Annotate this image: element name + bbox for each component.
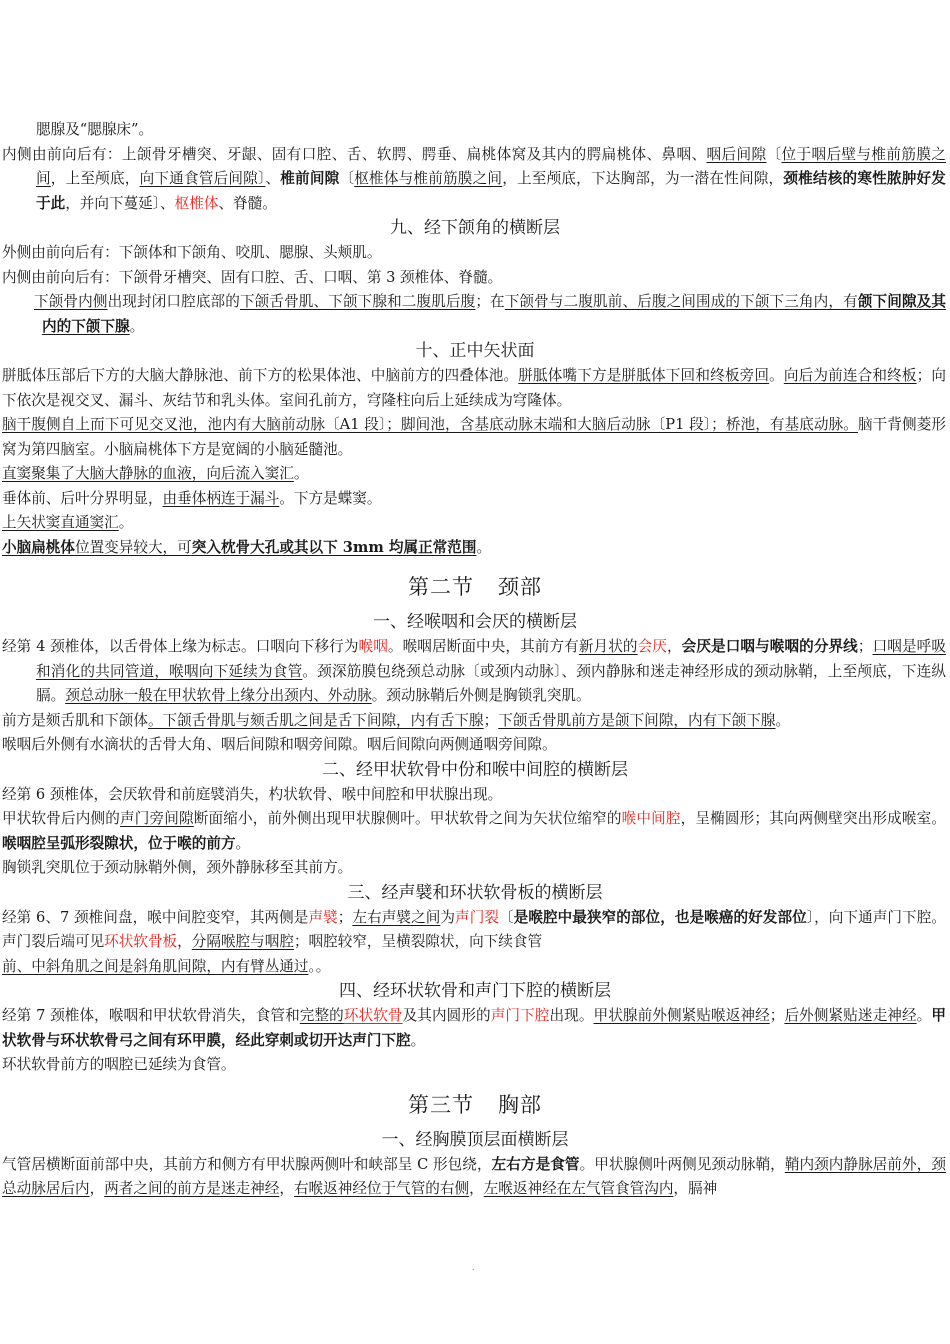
paragraph: 环状软骨前方的咽腔已延续为食管。 <box>2 1056 236 1073</box>
paragraph: 腮腺及“腮腺床”。 <box>36 121 154 138</box>
paragraph: 外侧由前向后有：下颌体和下颌角、咬肌、腮腺、头颊肌。 <box>2 244 382 261</box>
section-heading: 一、经喉咽和会厌的横断层 <box>373 612 577 632</box>
section-heading: 十、正中矢状面 <box>415 341 535 361</box>
paragraph: 小脑扁桃体位置变异较大，可突入枕骨大孔或其以下 3mm 均属正常范围。 <box>2 538 492 556</box>
paragraph: 甲状软骨后内侧的声门旁间隙断面缩小，前外侧出现甲状腺侧叶。甲状软骨之间为矢状位缩窄的喉中间腔，呈椭圆形；其向两侧壁突出形成喉室。喉咽腔呈弧形裂隙状，位于喉的前方。 <box>2 810 946 852</box>
section-heading: 四、经环状软骨和声门下腔的横断层 <box>339 981 611 1001</box>
paragraph: 下颌骨内侧出现封闭口腔底部的下颌舌骨肌、下颌下腺和二腹肌后腹；在下颌骨与二腹肌前、后腹之间围成的下颌下三角内，有颌下间隙及其内的下颌下腺。 <box>34 293 946 335</box>
paragraph: 垂体前、后叶分界明显，由垂体柄连于漏斗。下方是蝶窦。 <box>2 489 382 507</box>
paragraph: 经第 4 颈椎体，以舌骨体上缘为标志。口咽向下移行为喉咽。喉咽居断面中央，其前方有新月状的会厌，会厌是口咽与喉咽的分界线；口咽是呼吸和消化的共同管道，喉咽向下延续为食管。颈深筋膜包绕颈总动脉〔或颈内动脉〕、颈内静脉和迷走神经形成的颈动脉鞘，上至颅底，下连纵膈。颈总动脉一般在甲状软骨上缘分出颈内、外动脉。颈动脉鞘后外侧是胸锁乳突肌。 <box>2 638 946 704</box>
paragraph: 经第 7 颈椎体，喉咽和甲状软骨消失，食管和完整的环状软骨及其内圆形的声门下腔出现。甲状腺前外侧紧贴喉返神经；后外侧紧贴迷走神经。甲状软骨与环状软骨弓之间有环甲膜，经此穿刺或切开达声门下腔。 <box>2 1007 946 1049</box>
section-heading: 九、经下颌角的横断层 <box>390 218 560 238</box>
section-heading: 一、经胸膜顶层面横断层 <box>381 1129 569 1150</box>
paragraph: 内侧由前向后有：上颌骨牙槽突、牙龈、固有口腔、舌、软腭、腭垂、扁桃体窝及其内的腭扁桃体、鼻咽、咽后间隙〔位于咽后壁与椎前筋膜之间，上至颅底，向下通食管后间隙〕、椎前间隙〔枢椎体与椎前筋膜之间，上至颅底，下达胸部，为一潜在性间隙，颈椎结核的寒性脓肿好发于此，并向下蔓延〕、枢椎体、脊髓。 <box>2 145 946 212</box>
paragraph: 直窦聚集了大脑大静脉的血液，向后流入窦汇。 <box>2 465 309 482</box>
paragraph: 内侧由前向后有：下颌骨牙槽突、固有口腔、舌、口咽、第 3 颈椎体、脊髓。 <box>2 268 503 286</box>
page-footer-mark: . <box>472 1263 475 1272</box>
section-heading: 二、经甲状软骨中份和喉中间腔的横断层 <box>322 759 628 780</box>
chapter-heading: 第三节 胸部 <box>408 1092 542 1117</box>
document-page <box>0 118 950 1202</box>
paragraph: 前、中斜角肌之间是斜角肌间隙，内有臂丛通过。。 <box>2 957 331 975</box>
paragraph: 胸锁乳突肌位于颈动脉鞘外侧，颈外静脉移至其前方。 <box>2 859 353 876</box>
paragraph: 经第 6、7 颈椎间盘，喉中间腔变窄，其两侧是声襞；左右声襞之间为声门裂〔是喉腔中最狭窄的部位，也是喉癌的好发部位〕，向下通声门下腔。声门裂后端可见环状软骨板，分隔喉腔与咽腔；咽腔较窄，呈横裂隙状，向下续食管 <box>2 908 946 950</box>
paragraph: 气管居横断面前部中央，其前方和侧方有甲状腺两侧叶和峡部呈 C 形包绕，左右方是食管。甲状腺侧叶两侧见颈动脉鞘，鞘内颈内静脉居前外，颈总动脉居后内，两者之间的前方是迷走神经，右喉返神经位于气管的右侧，左喉返神经在左气管食管沟内，膈神 <box>2 1155 946 1197</box>
paragraph: 脑干腹侧自上而下可见交叉池，池内有大脑前动脉〔A1 段〕；脚间池，含基底动脉末端和大脑后动脉〔P1 段〕；桥池，有基底动脉。脑干背侧菱形窝为第四脑室。小脑扁桃体下方是宽阔的小脑延髓池。 <box>2 416 946 458</box>
paragraph: 经第 6 颈椎体，会厌软骨和前庭襞消失，杓状软骨、喉中间腔和甲状腺出现。 <box>2 785 503 803</box>
paragraph: 上矢状窦直通窦汇。 <box>2 514 134 531</box>
paragraph: 胼胝体压部后下方的大脑大静脉池、前下方的松果体池、中脑前方的四叠体池。胼胝体嘴下方是胼胝体下回和终板旁回。向后为前连合和终板；向下依次是视交叉、漏斗、灰结节和乳头体。室间孔前方，穹隆柱向后上延续成为穹隆体。 <box>2 367 946 409</box>
paragraph: 前方是颏舌肌和下颌体。下颌舌骨肌与颏舌肌之间是舌下间隙，内有舌下腺；下颌舌骨肌前方是颌下间隙，内有下颌下腺。 <box>2 711 791 729</box>
chapter-heading: 第二节 颈部 <box>408 575 542 599</box>
paragraph: 喉咽后外侧有水滴状的舌骨大角、咽后间隙和咽旁间隙。咽后间隙向两侧通咽旁间隙。 <box>2 736 557 753</box>
section-heading: 三、经声襞和环状软骨板的横断层 <box>347 882 603 903</box>
